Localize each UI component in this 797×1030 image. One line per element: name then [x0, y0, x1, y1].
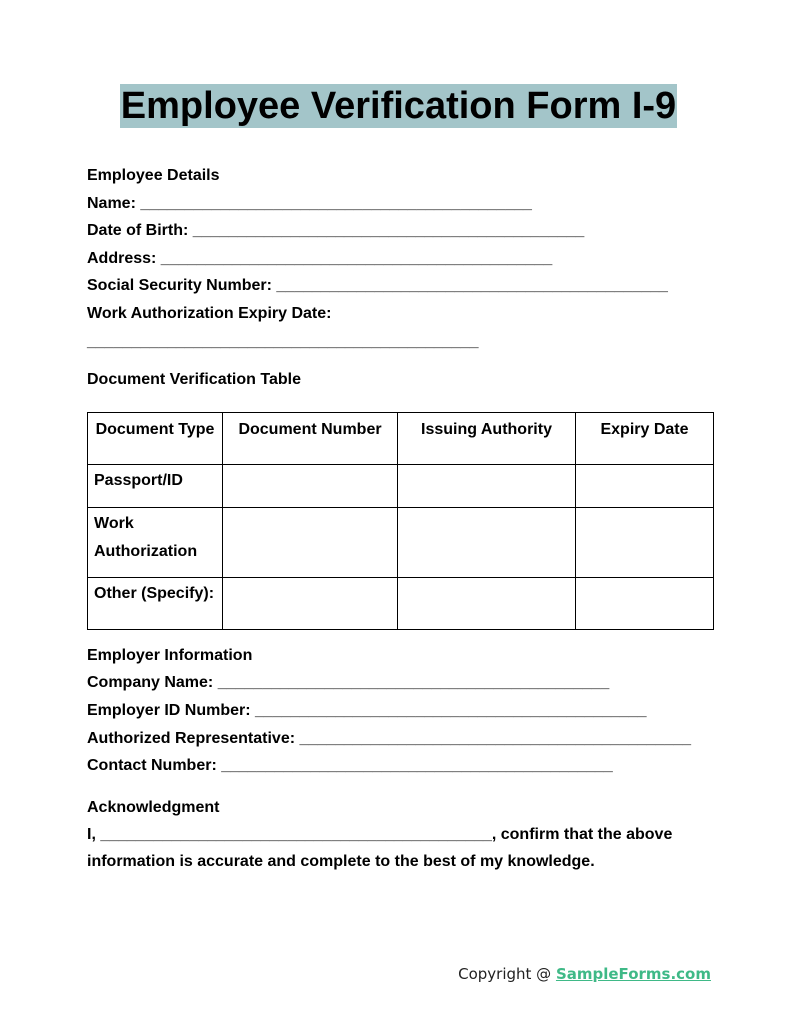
cell-expiry-date[interactable]: [576, 464, 714, 507]
employer-info-heading: Employer Information: [87, 646, 253, 664]
header-issuing-authority: Issuing Authority: [398, 412, 576, 464]
authorized-rep-field[interactable]: Authorized Representative: ____________________________________________: [87, 729, 692, 747]
table-row: [88, 464, 714, 507]
employee-details-heading: Employee Details: [87, 167, 220, 184]
form-content: [87, 162, 713, 875]
title-wrap: [0, 84, 797, 128]
work-auth-expiry-field[interactable]: ____________________________________________: [87, 332, 479, 350]
copyright-text: Copyright @: [458, 965, 556, 983]
cell-expiry-date[interactable]: [576, 507, 714, 577]
header-document-number: Document Number: [223, 412, 398, 464]
work-auth-expiry-label: Work Authorization Expiry Date:: [87, 304, 332, 322]
spacer: [87, 780, 713, 794]
table-row: [88, 507, 714, 577]
name-field[interactable]: Name: ____________________________________________: [87, 194, 532, 212]
table-header-row: [88, 412, 714, 464]
document-table-heading: Document Verification Table: [87, 371, 301, 389]
employee-details-section: [87, 162, 713, 355]
document-verification-section: [87, 366, 713, 630]
footer-copyright: [458, 964, 711, 984]
brand-link[interactable]: SampleForms.com: [555, 965, 711, 983]
company-name-field[interactable]: Company Name: ____________________________________________: [87, 674, 610, 692]
cell-document-type: Other (Specify):: [88, 577, 223, 629]
document-table: [87, 412, 714, 630]
acknowledgment-text[interactable]: I, ____________________________________________, confirm that the above information is accurate and complete to the best of my knowledge.: [87, 826, 673, 871]
acknowledgment-heading: Acknowledgment: [87, 798, 220, 816]
address-field[interactable]: Address: ____________________________________________: [87, 249, 553, 267]
dob-field[interactable]: Date of Birth: ____________________________________________: [87, 222, 585, 240]
acknowledgment-section: [87, 794, 713, 876]
cell-issuing-authority[interactable]: [398, 507, 576, 577]
cell-document-type: Passport/ID: [88, 464, 223, 507]
spacer: [87, 355, 713, 366]
header-document-type: Document Type: [88, 412, 223, 464]
cell-document-type: Work Authorization: [88, 507, 223, 577]
cell-expiry-date[interactable]: [576, 577, 714, 629]
cell-document-number[interactable]: [223, 577, 398, 629]
table-row: [88, 577, 714, 629]
contact-number-field[interactable]: Contact Number: ____________________________________________: [87, 757, 613, 775]
header-expiry-date: Expiry Date: [576, 412, 714, 464]
cell-document-number[interactable]: [223, 507, 398, 577]
employer-information-section: [87, 642, 713, 780]
employer-id-field[interactable]: Employer ID Number: ____________________________________________: [87, 701, 647, 719]
cell-document-number[interactable]: [223, 464, 398, 507]
page-title: Employee Verification Form I-9: [120, 85, 677, 127]
cell-issuing-authority[interactable]: [398, 464, 576, 507]
ssn-field[interactable]: Social Security Number: ____________________________________________: [87, 277, 668, 295]
cell-issuing-authority[interactable]: [398, 577, 576, 629]
